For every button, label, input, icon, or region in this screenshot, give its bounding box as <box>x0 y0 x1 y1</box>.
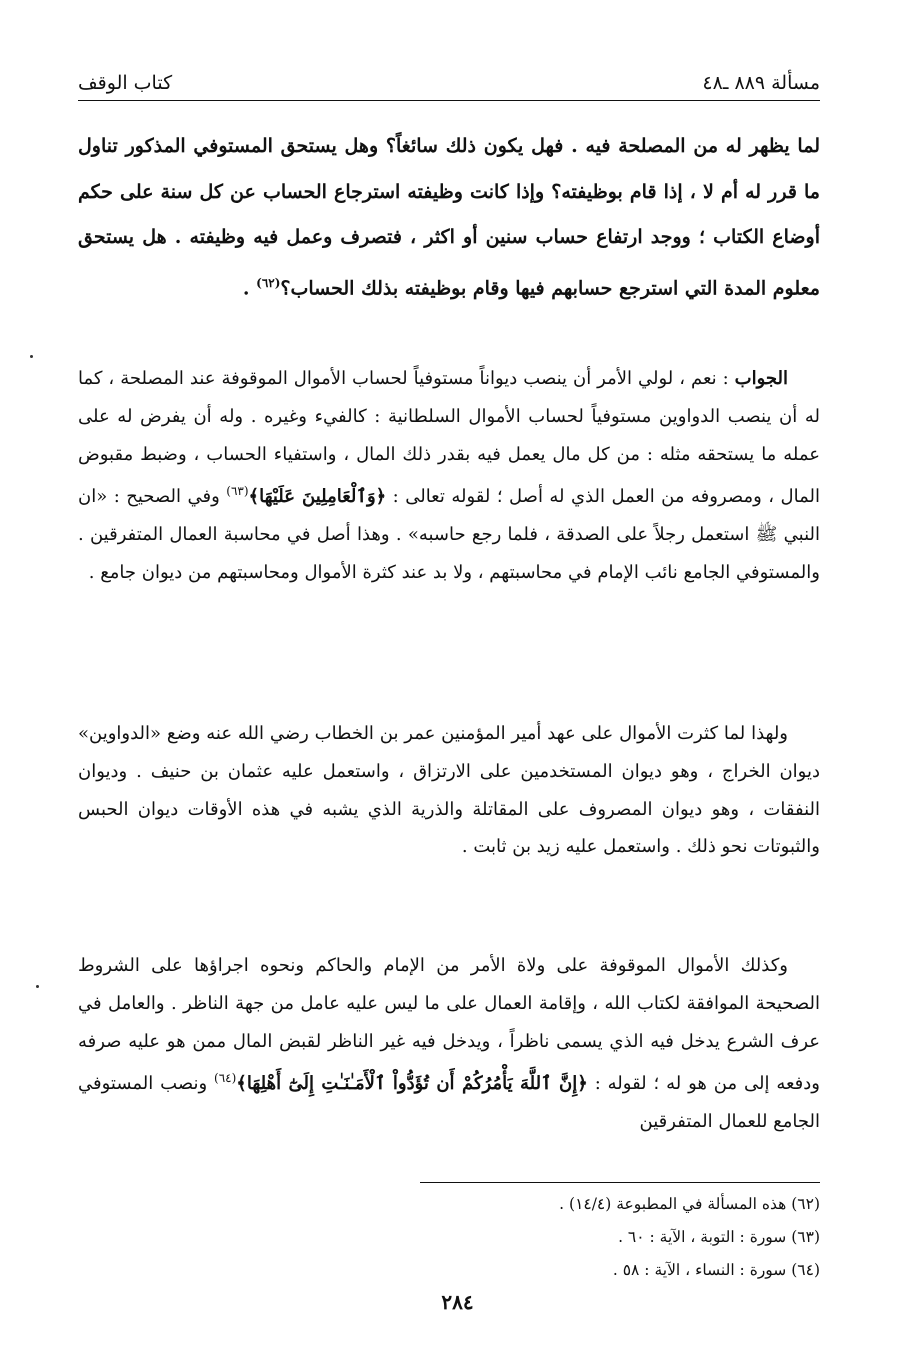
running-header <box>78 62 820 94</box>
header-book-title: كتاب الوقف <box>78 72 173 94</box>
awqaf-text-part-2: ونصب المستوفي الجامع للعمال المتفرقين <box>78 1073 820 1133</box>
scan-speck <box>30 355 33 358</box>
question-paragraph <box>78 124 820 311</box>
awqaf-paragraph <box>78 947 820 1141</box>
quran-quote-tawba: ﴿وَٱلْعَامِلِينَ عَلَيْهَا﴾ <box>248 486 387 508</box>
footnote-62: (٦٢) هذه المسألة في المطبوعة (١٤/٤) . <box>559 1195 820 1213</box>
scan-speck <box>36 985 39 988</box>
answer-lead-word: الجواب <box>734 368 788 389</box>
awqaf-text-part-1: وكذلك الأموال الموقوفة على ولاة الأمر من الإمام والحاكم ونحوه اجراؤها على الشروط الصحيحة الموافقة لكتاب الله ، وإقامة العمال على ما ليس عليه عامل من جهة الناظر . والعامل في عرف الشرع يدخل فيه الذي يسمى ناظراً ، ويدخل فيه غير الناظر لقبض المال ممن هو عليه صرفه ودفعه إلى من هو له ؛ لقوله : <box>78 955 820 1095</box>
footnotes <box>220 1188 820 1287</box>
answer-text-part-1: : نعم ، لولي الأمر أن ينصب ديواناً مستوفياً لحساب الأموال الموقوفة عند المصلحة ، كما له أن ينصب الدواوين مستوفياً لحساب الأموال السلطانية : كالفيء وغيره . وله أن يفرض له على عمله ما يستحقه مثله : من كل مال يعمل فيه بقدر ذلك المال ، واستفياء الحساب ، وضبط مقبوض المال ، ومصروفه من العمل الذي له أصل ؛ لقوله تعالى : <box>78 368 821 508</box>
page-number: ٢٨٤ <box>441 1290 474 1314</box>
footnote-ref-62: (٦٢) <box>256 275 281 290</box>
question-end: . <box>242 276 257 299</box>
footnote-63: (٦٣) سورة : التوبة ، الآية : ٦٠ . <box>618 1228 820 1246</box>
footnote-ref-63: (٦٣) <box>226 484 249 499</box>
question-text: لما يظهر له من المصلحة فيه . فهل يكون ذلك سائغاً؟ وهل يستحق المستوفي المذكور تناول ما قرر له أم لا ، إذا قام بوظيفته؟ وإذا كانت وظيفته استرجاع الحساب عن كل سنة على حكم أوضاع الكتاب ؛ ووجد ارتفاع حساب سنين أو اكثر ، فتصرف وعمل فيه وظيفته . هل يستحق معلوم المدة التي استرجع حسابهم فيها وقام بوظيفته بذلك الحساب؟ <box>78 135 820 299</box>
quran-quote-nisa: ﴿إِنَّ ٱللَّهَ يَأْمُرُكُمْ أَن تُؤَدُّواْ ٱلْأَمَـٰنَـٰتِ إِلَىٰٓ أَهْلِهَا﴾ <box>236 1073 588 1095</box>
diwan-paragraph <box>78 715 820 866</box>
answer-paragraph <box>78 360 820 592</box>
footnote-ref-64: (٦٤) <box>214 1071 237 1086</box>
diwan-text: ولهذا لما كثرت الأموال على عهد أمير المؤمنين عمر بن الخطاب رضي الله عنه وضع «الدواوين» ديوان الخراج ، وهو ديوان المستخدمين على الارتزاق ، واستعمل عليه عثمان بن حنيف . وديوان النفقات ، وهو ديوان المصروف على المقاتلة والذرية الذي يشبه في هذه الأوقات ديوان الحبس والثبوتات نحو ذلك . واستعمل عليه زيد بن ثابت . <box>78 723 820 858</box>
footnote-64: (٦٤) سورة : النساء ، الآية : ٥٨ . <box>612 1261 820 1279</box>
footnote-divider <box>420 1182 820 1183</box>
answer-text-part-2: وفي الصحيح : «ان النبي ﷺ استعمل رجلاً على الصدقة ، فلما رجع حاسبه» . وهذا أصل في محاسبة العمال المتفرقين . والمستوفي الجامع نائب الإمام في محاسبتهم ، ولا بد عند كثرة الأموال ومحاسبتهم من ديوان جامع . <box>78 486 820 583</box>
header-section-title: مسألة ٨٨٩ ـ٤٨ <box>702 72 820 94</box>
header-divider <box>78 100 820 101</box>
